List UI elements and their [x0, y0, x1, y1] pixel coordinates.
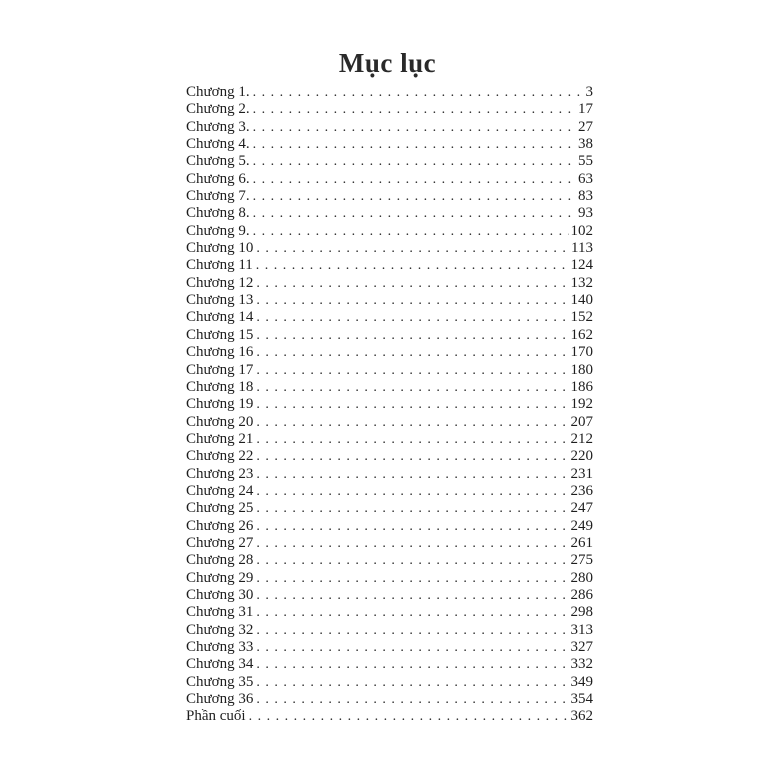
toc-entry-page-number: 162 [570, 326, 593, 343]
toc-entry-label: Chương 32 [186, 622, 256, 639]
toc-dot-leader [256, 570, 568, 587]
toc-entry [186, 292, 593, 309]
toc-entry [186, 101, 593, 118]
toc-dot-leader [253, 171, 576, 188]
toc-entry-page-number: 236 [570, 482, 593, 499]
toc-dot-leader [253, 119, 576, 136]
toc-entry [186, 431, 593, 448]
toc-entry [186, 275, 593, 292]
toc-entry-label: Chương 15 [186, 327, 256, 344]
toc-dot-leader [253, 188, 576, 205]
toc-dot-leader [256, 309, 568, 326]
toc-dot-leader [256, 240, 569, 257]
toc-dot-leader [256, 379, 568, 396]
toc-entry-label: Chương 27 [186, 535, 256, 552]
toc-dot-leader [256, 414, 568, 431]
toc-entry-label: Chương 34 [186, 656, 256, 673]
toc-entry-page-number: 313 [570, 621, 593, 638]
toc-dot-leader [256, 292, 568, 309]
toc-entry-page-number: 27 [578, 118, 593, 135]
toc-entry-label: Chương 24 [186, 483, 256, 500]
toc-entry-page-number: 102 [570, 222, 593, 239]
toc-entry [186, 622, 593, 639]
toc-entry-page-number: 192 [570, 396, 593, 413]
toc-dot-leader [256, 639, 568, 656]
toc-list [186, 84, 593, 726]
toc-entry-label: Chương 13 [186, 292, 256, 309]
toc-entry-label: Chương 25 [186, 500, 256, 517]
toc-entry-label: Chương 18 [186, 379, 256, 396]
toc-dot-leader [256, 344, 568, 361]
toc-entry [186, 414, 593, 431]
toc-dot-leader [256, 396, 568, 413]
toc-entry-page-number: 3 [585, 84, 593, 100]
toc-dot-leader [256, 466, 568, 483]
toc-entry [186, 119, 593, 136]
toc-entry [186, 708, 593, 725]
toc-dot-leader [256, 483, 568, 500]
toc-entry-label: Chương 26 [186, 518, 256, 535]
toc-dot-leader [256, 431, 568, 448]
toc-entry [186, 153, 593, 170]
toc-dot-leader [256, 656, 568, 673]
toc-entry-label: Chương 11 [186, 257, 256, 274]
toc-entry-label: Chương 17 [186, 362, 256, 379]
toc-entry-label: Chương 36 [186, 691, 256, 708]
toc-entry-label: Chương 29 [186, 570, 256, 587]
toc-entry-page-number: 247 [570, 500, 593, 517]
toc-dot-leader [256, 535, 568, 552]
toc-dot-leader [249, 708, 569, 725]
toc-entry-page-number: 212 [570, 430, 593, 447]
toc-dot-leader [253, 223, 569, 240]
toc-entry-page-number: 93 [578, 205, 593, 222]
toc-entry-page-number: 261 [570, 534, 593, 551]
toc-entry-page-number: 275 [570, 552, 593, 569]
toc-entry-label: Chương 14 [186, 309, 256, 326]
toc-entry-page-number: 220 [570, 448, 593, 465]
toc-entry-label: Chương 10 [186, 240, 256, 257]
toc-dot-leader [253, 136, 576, 153]
toc-entry-label: Chương 28 [186, 552, 256, 569]
toc-dot-leader [256, 518, 568, 535]
toc-entry [186, 136, 593, 153]
toc-entry [186, 535, 593, 552]
toc-entry-page-number: 132 [570, 274, 593, 291]
toc-dot-leader [253, 205, 576, 222]
toc-entry-label: Chương 2. [186, 101, 253, 118]
toc-entry [186, 205, 593, 222]
toc-entry-label: Chương 4. [186, 136, 253, 153]
toc-entry [186, 587, 593, 604]
toc-entry [186, 240, 593, 257]
toc-entry-page-number: 249 [570, 517, 593, 534]
toc-entry-page-number: 38 [578, 136, 593, 153]
toc-entry [186, 500, 593, 517]
toc-entry-label: Chương 30 [186, 587, 256, 604]
toc-entry-label: Phần cuối [186, 708, 249, 725]
toc-entry-page-number: 286 [570, 586, 593, 603]
toc-entry [186, 379, 593, 396]
toc-entry-page-number: 327 [570, 639, 593, 655]
toc-entry [186, 223, 593, 240]
toc-entry [186, 344, 593, 361]
toc-dot-leader [256, 500, 568, 517]
toc-entry-page-number: 207 [570, 413, 593, 430]
toc-entry-page-number: 63 [578, 170, 593, 187]
toc-entry [186, 309, 593, 326]
toc-entry [186, 674, 593, 691]
toc-entry-label: Chương 9. [186, 223, 253, 240]
toc-entry [186, 518, 593, 535]
toc-entry-label: Chương 35 [186, 674, 256, 691]
toc-entry-label: Chương 6. [186, 171, 253, 188]
toc-entry-page-number: 280 [570, 569, 593, 586]
toc-entry-page-number: 362 [570, 708, 593, 725]
toc-entry-page-number: 231 [570, 465, 593, 482]
toc-dot-leader [253, 153, 576, 170]
toc-entry-label: Chương 16 [186, 344, 256, 361]
toc-entry-label: Chương 5. [186, 153, 253, 170]
toc-entry-page-number: 124 [570, 257, 593, 274]
toc-entry [186, 639, 593, 656]
toc-entry-label: Chương 20 [186, 414, 256, 431]
toc-entry-page-number: 152 [570, 309, 593, 326]
toc-dot-leader [256, 674, 568, 691]
toc-entry-page-number: 298 [570, 604, 593, 621]
toc-dot-leader [256, 587, 568, 604]
toc-entry-page-number: 180 [570, 361, 593, 378]
toc-entry-label: Chương 19 [186, 396, 256, 413]
toc-entry-label: Chương 7. [186, 188, 253, 205]
toc-entry [186, 604, 593, 621]
toc-entry-page-number: 55 [578, 153, 593, 170]
toc-entry [186, 362, 593, 379]
toc-entry [186, 448, 593, 465]
toc-entry-label: Chương 31 [186, 604, 256, 621]
toc-entry [186, 483, 593, 500]
toc-entry [186, 466, 593, 483]
toc-entry [186, 171, 593, 188]
toc-entry-label: Chương 12 [186, 275, 256, 292]
toc-entry-label: Chương 23 [186, 466, 256, 483]
toc-entry-page-number: 113 [571, 240, 593, 257]
toc-dot-leader [256, 691, 568, 708]
toc-dot-leader [256, 552, 568, 569]
toc-entry-label: Chương 1. [186, 84, 253, 101]
toc-entry [186, 691, 593, 708]
toc-entry-page-number: 186 [570, 378, 593, 395]
toc-entry [186, 656, 593, 673]
toc-dot-leader [256, 622, 568, 639]
toc-title: Mục lục [338, 48, 437, 78]
toc-entry [186, 327, 593, 344]
toc-entry-label: Chương 22 [186, 448, 256, 465]
toc-entry-page-number: 354 [570, 691, 593, 708]
toc-entry-page-number: 332 [570, 656, 593, 673]
toc-dot-leader [256, 362, 568, 379]
toc-entry-label: Chương 8. [186, 205, 253, 222]
toc-entry [186, 396, 593, 413]
toc-dot-leader [256, 448, 568, 465]
toc-entry [186, 570, 593, 587]
toc-entry [186, 257, 593, 274]
toc-entry-page-number: 170 [570, 344, 593, 361]
toc-entry [186, 84, 593, 101]
toc-dot-leader [256, 604, 568, 621]
toc-dot-leader [256, 257, 569, 274]
toc-entry-page-number: 349 [570, 673, 593, 690]
toc-dot-leader [253, 101, 576, 118]
toc-entry-page-number: 140 [570, 292, 593, 309]
toc-entry [186, 188, 593, 205]
toc-entry-label: Chương 3. [186, 119, 253, 136]
toc-entry-label: Chương 21 [186, 431, 256, 448]
toc-dot-leader [256, 327, 568, 344]
toc-entry-page-number: 17 [578, 101, 593, 118]
toc-entry [186, 552, 593, 569]
toc-dot-leader [256, 275, 568, 292]
toc-entry-page-number: 83 [578, 188, 593, 205]
toc-entry-label: Chương 33 [186, 639, 256, 656]
toc-dot-leader [253, 84, 584, 101]
